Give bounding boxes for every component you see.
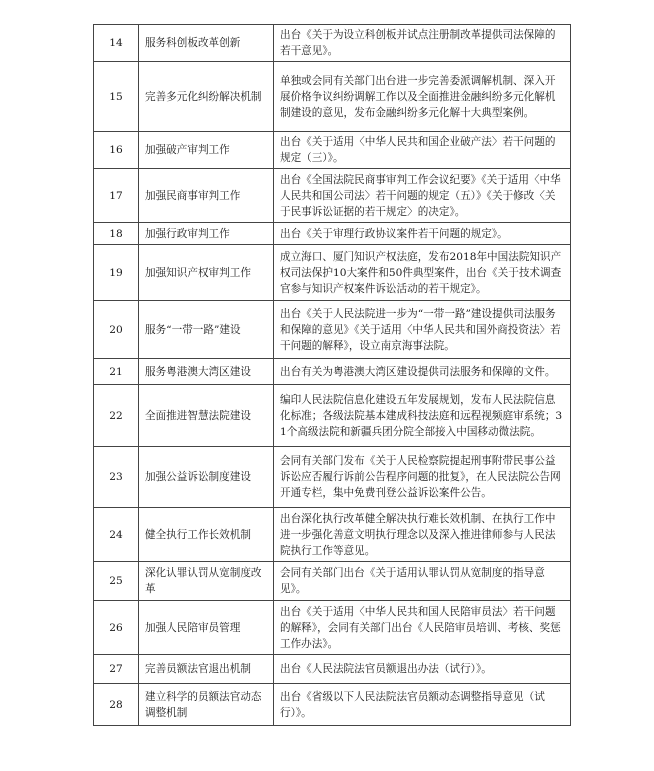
row-number: 24 [94, 508, 139, 562]
reform-description: 出台《省级以下人民法院法官员额动态调整指导意见（试行）》。 [274, 684, 571, 726]
reform-description: 出台深化执行改革健全解决执行难长效机制、在执行工作中进一步强化善意文明执行理念以及深入推进律师参与人民法院执行工作等意见。 [274, 508, 571, 562]
table-body [94, 25, 571, 726]
reform-item: 完善多元化纠纷解决机制 [139, 62, 274, 132]
reform-item: 服务粤港澳大湾区建设 [139, 359, 274, 385]
table-row [94, 223, 571, 245]
reform-description: 出台有关为粤港澳大湾区建设提供司法服务和保障的文件。 [274, 359, 571, 385]
table-row [94, 385, 571, 447]
reform-description: 成立海口、厦门知识产权法庭，发布2018年中国法院知识产权司法保护10大案件和50件典型案件，出台《关于技术调查官参与知识产权案件诉讼活动的若干规定》。 [274, 245, 571, 301]
table-row [94, 655, 571, 684]
reform-description: 出台《关于为设立科创板并试点注册制改革提供司法保障的若干意见》。 [274, 25, 571, 62]
reform-item: 加强知识产权审判工作 [139, 245, 274, 301]
table-row [94, 25, 571, 62]
table-row [94, 447, 571, 508]
table-row [94, 245, 571, 301]
reform-item: 加强破产审判工作 [139, 132, 274, 169]
reform-item: 全面推进智慧法院建设 [139, 385, 274, 447]
row-number: 25 [94, 562, 139, 601]
table-row [94, 62, 571, 132]
row-number: 23 [94, 447, 139, 508]
row-number: 26 [94, 601, 139, 655]
reform-measures-table [93, 24, 571, 726]
row-number: 16 [94, 132, 139, 169]
table-row [94, 132, 571, 169]
reform-description: 出台《关于适用〈中华人民共和国企业破产法〉若干问题的规定（三）》。 [274, 132, 571, 169]
reform-item: 加强民商事审判工作 [139, 169, 274, 223]
reform-item: 完善员额法官退出机制 [139, 655, 274, 684]
row-number: 22 [94, 385, 139, 447]
reform-description: 单独或会同有关部门出台进一步完善委派调解机制、深入开展价格争议纠纷调解工作以及全面推进金融纠纷多元化解机制建设的意见，发布金融纠纷多元化解十大典型案例。 [274, 62, 571, 132]
reform-description: 出台《关于人民法院进一步为“一带一路”建设提供司法服务和保障的意见》《关于适用〈中华人民共和国外商投资法〉若干问题的解释》，设立南京海事法院。 [274, 301, 571, 359]
reform-item: 服务科创板改革创新 [139, 25, 274, 62]
row-number: 19 [94, 245, 139, 301]
row-number: 20 [94, 301, 139, 359]
table-row [94, 601, 571, 655]
row-number: 14 [94, 25, 139, 62]
row-number: 17 [94, 169, 139, 223]
reform-description: 出台《关于适用〈中华人民共和国人民陪审员法〉若干问题的解释》，会同有关部门出台《人民陪审员培训、考核、奖惩工作办法》。 [274, 601, 571, 655]
row-number: 15 [94, 62, 139, 132]
reform-description: 出台《全国法院民商事审判工作会议纪要》《关于适用〈中华人民共和国公司法〉若干问题的规定（五）》《关于修改〈关于民事诉讼证据的若干规定〉的决定》。 [274, 169, 571, 223]
row-number: 21 [94, 359, 139, 385]
reform-item: 健全执行工作长效机制 [139, 508, 274, 562]
reform-item: 建立科学的员额法官动态调整机制 [139, 684, 274, 726]
reform-item: 加强行政审判工作 [139, 223, 274, 245]
row-number: 18 [94, 223, 139, 245]
reform-description: 会同有关部门发布《关于人民检察院提起刑事附带民事公益诉讼应否履行诉前公告程序问题的批复》，在人民法院公告网开通专栏，集中免费刊登公益诉讼案件公告。 [274, 447, 571, 508]
reform-description: 出台《关于审理行政协议案件若干问题的规定》。 [274, 223, 571, 245]
row-number: 28 [94, 684, 139, 726]
table-row [94, 684, 571, 726]
table-row [94, 359, 571, 385]
reform-item: 加强人民陪审员管理 [139, 601, 274, 655]
table-row [94, 169, 571, 223]
table-row [94, 301, 571, 359]
reform-description: 编印人民法院信息化建设五年发展规划，发布人民法院信息化标准；各级法院基本建成科技法庭和远程视频庭审系统；31个高级法院和新疆兵团分院全部接入中国移动微法院。 [274, 385, 571, 447]
reform-description: 会同有关部门出台《关于适用认罪认罚从宽制度的指导意见》。 [274, 562, 571, 601]
table-row [94, 508, 571, 562]
row-number: 27 [94, 655, 139, 684]
reform-item: 服务“一带一路”建设 [139, 301, 274, 359]
table-row [94, 562, 571, 601]
reform-item: 深化认罪认罚从宽制度改革 [139, 562, 274, 601]
reform-item: 加强公益诉讼制度建设 [139, 447, 274, 508]
document-page [93, 24, 571, 726]
reform-description: 出台《人民法院法官员额退出办法（试行）》。 [274, 655, 571, 684]
